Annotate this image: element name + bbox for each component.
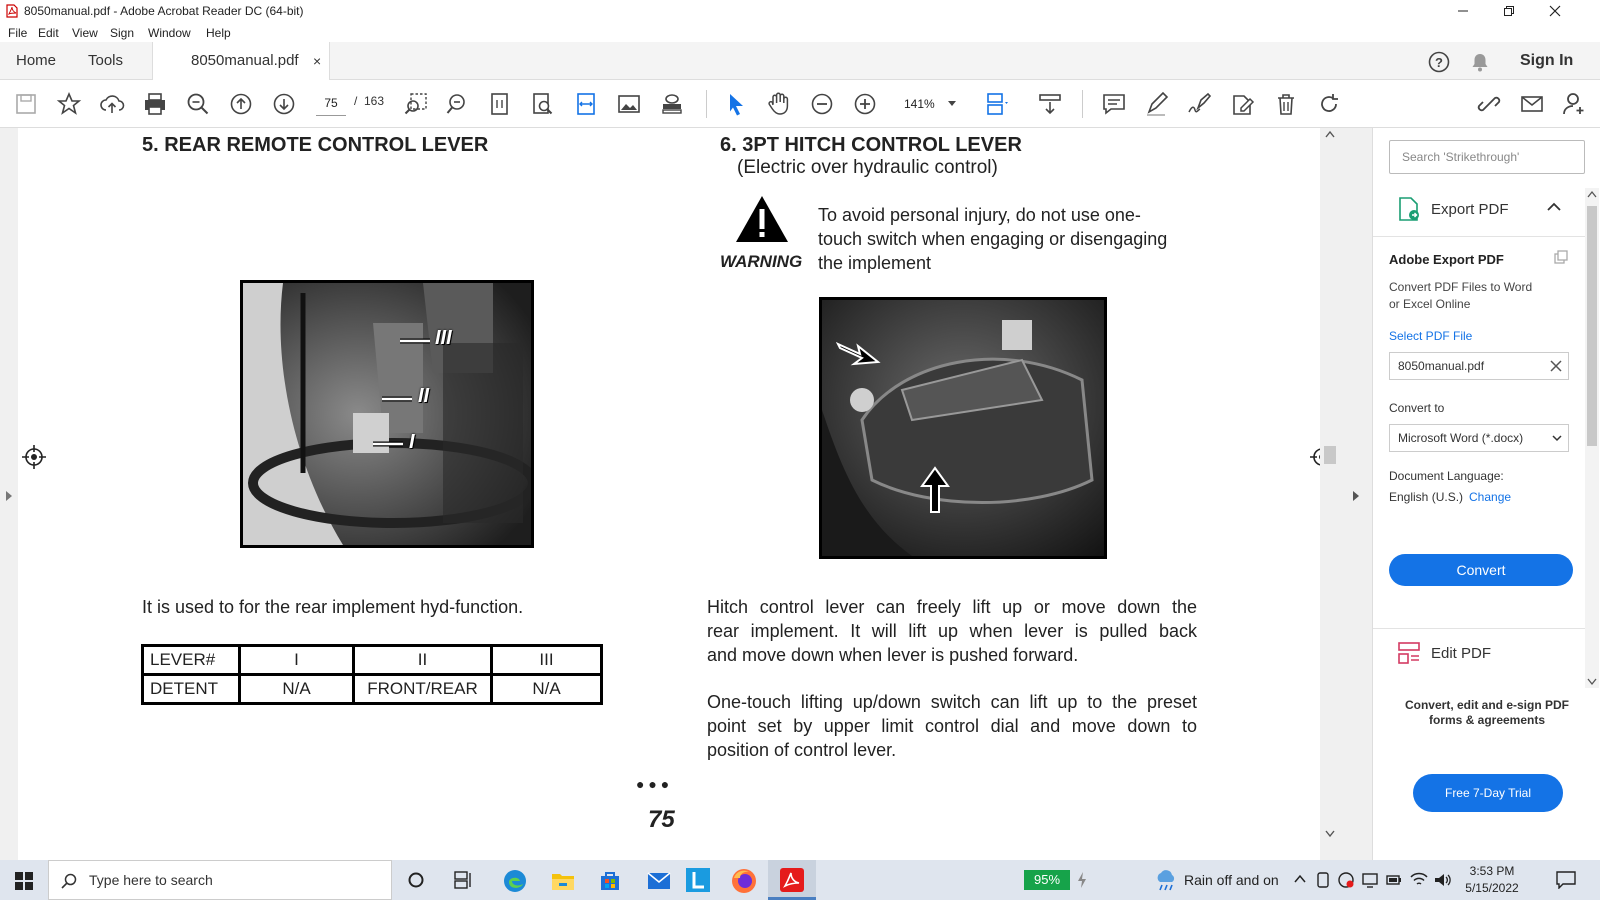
left-heading: 5. REAR REMOTE CONTROL LEVER [142, 134, 489, 156]
right-heading: 6. 3PT HITCH CONTROL LEVER [720, 134, 1022, 156]
zoom-out-search-button[interactable] [443, 90, 471, 118]
table-cell: LEVER# [143, 646, 240, 675]
envelope-icon [1518, 90, 1546, 118]
zoom-out-icon [443, 90, 471, 118]
table-cell: N/A [240, 675, 354, 704]
warning-label: WARNING [720, 252, 803, 271]
page-layout-icon [984, 90, 1012, 118]
convert-button[interactable]: Convert [1389, 554, 1573, 586]
highlight-button[interactable] [1143, 90, 1171, 118]
document-scrollbar[interactable] [1320, 128, 1340, 860]
minus-circle-icon [808, 90, 836, 118]
page-view-button[interactable] [984, 90, 1012, 118]
page-total: 163 [364, 94, 385, 108]
promo-line-2: forms & agreements [1428, 713, 1546, 727]
svg-text:?: ? [1435, 55, 1443, 70]
panel-scrollbar[interactable] [1585, 188, 1599, 688]
zoom-out-button[interactable] [808, 90, 836, 118]
table-row [143, 675, 602, 704]
page-magnifier-icon [529, 90, 557, 118]
battery-indicator[interactable]: 95% [1024, 870, 1070, 890]
adobe-export-title: Adobe Export PDF [1389, 252, 1504, 267]
task-view-icon[interactable] [454, 871, 474, 889]
select-zoom-button[interactable] [402, 90, 430, 118]
firefox-icon[interactable] [731, 868, 757, 894]
tab-tools[interactable]: Tools [88, 52, 124, 69]
windows-start-icon[interactable] [15, 872, 33, 890]
cloud-upload-icon [98, 90, 126, 118]
printer-icon [141, 90, 169, 118]
page-number: 75 [648, 806, 675, 833]
adobe-export-desc-2: or Excel Online [1389, 297, 1471, 311]
change-language-link[interactable]: Change [1469, 490, 1512, 504]
tab-document-label: 8050manual.pdf [191, 52, 299, 69]
zoom-search-button[interactable] [184, 90, 212, 118]
free-trial-button[interactable]: Free 7-Day Trial [1413, 774, 1563, 812]
help-icon[interactable] [1428, 51, 1450, 73]
language-value: English (U.S.) [1389, 490, 1464, 504]
table-cell: FRONT/REAR [354, 675, 492, 704]
notification-icon[interactable] [1556, 871, 1576, 889]
para1-line1: Hitch control lever can freely lift up or move down the [707, 597, 1197, 617]
tab-bar [0, 42, 1600, 80]
menu-sign[interactable]: Sign [110, 26, 135, 40]
save-button[interactable] [12, 90, 40, 118]
warning-line-3: the implement [818, 253, 932, 273]
scroll-up-icon[interactable] [1587, 190, 1597, 198]
table-cell: II [354, 646, 492, 675]
menu-file[interactable]: File [8, 26, 28, 40]
panel-divider [1373, 628, 1585, 629]
fit-width-button[interactable] [572, 90, 600, 118]
charging-icon [1077, 872, 1087, 888]
scroll-mode-icon [1036, 90, 1064, 118]
window-title: 8050manual.pdf - Adobe Acrobat Reader DC (64-bit) [24, 4, 304, 18]
format-value: Microsoft Word (*.docx) [1398, 431, 1524, 445]
cortana-icon[interactable] [408, 872, 424, 888]
cursor-icon [722, 90, 750, 118]
document-language-label: Document Language: [1389, 469, 1504, 483]
fill-sign-button[interactable] [1229, 90, 1257, 118]
left-pane-strip [0, 128, 18, 860]
scroll-up-icon[interactable] [1325, 130, 1335, 138]
para2-line1: One-touch lifting up/down switch can lift up to the preset [707, 692, 1197, 712]
zoom-in-button[interactable] [851, 90, 879, 118]
export-pdf-title[interactable]: Export PDF [1431, 201, 1509, 218]
left-description: It is used to for the rear implement hyd-function. [142, 597, 524, 617]
warning-line-2: touch switch when engaging or disengaging [818, 229, 1168, 249]
panel-scrollbar-thumb[interactable] [1587, 206, 1597, 446]
minimize-button[interactable] [1440, 0, 1486, 22]
hand-icon [765, 90, 793, 118]
share-link-button[interactable] [1475, 90, 1503, 118]
marquee-zoom-icon [402, 90, 430, 118]
sign-button[interactable] [1186, 90, 1214, 118]
link-icon [1475, 90, 1503, 118]
para1-line3: and move down when lever is pushed forward. [707, 645, 1079, 665]
export-pdf-icon [1397, 196, 1421, 222]
scroll-down-icon[interactable] [1587, 678, 1597, 686]
select-pdf-file-label: Select PDF File [1389, 329, 1473, 343]
para1-line2: rear implement. It will lift up when lever is pulled back [707, 621, 1197, 641]
collapse-panel-icon[interactable] [1352, 490, 1360, 502]
image-page-icon [615, 90, 643, 118]
lever-table [141, 644, 603, 705]
store-icon[interactable] [599, 870, 621, 892]
sign-in-button[interactable]: Sign In [1520, 52, 1574, 69]
mail-icon[interactable] [647, 872, 671, 890]
print-button[interactable] [141, 90, 169, 118]
menu-bar [0, 22, 1600, 42]
close-window-button[interactable] [1532, 0, 1578, 22]
para2-line3: position of control lever. [707, 740, 897, 760]
volume-icon[interactable] [1434, 872, 1452, 888]
pen-icon [1143, 90, 1171, 118]
tab-close-icon[interactable]: × [313, 53, 322, 69]
selected-file-field[interactable] [1389, 352, 1569, 380]
weather-rain-icon[interactable] [1154, 869, 1178, 891]
bell-icon[interactable] [1470, 52, 1490, 72]
acrobat-icon [6, 4, 18, 18]
scrollbar-thumb[interactable] [1324, 446, 1336, 464]
lever-position-mark [371, 436, 431, 456]
email-button[interactable] [1518, 90, 1546, 118]
signature-pen-icon [1186, 90, 1214, 118]
tool-search-input[interactable]: Search 'Strikethrough' [1389, 140, 1585, 174]
copy-icon[interactable] [1553, 250, 1569, 266]
file-explorer-icon[interactable] [551, 871, 575, 891]
acrobat-app-icon [780, 868, 804, 892]
toolbar [0, 80, 1600, 128]
search-icon [61, 873, 77, 889]
adobe-export-desc-1: Convert PDF Files to Word [1389, 280, 1533, 294]
comment-button[interactable] [1100, 90, 1128, 118]
table-row [143, 646, 602, 675]
restore-icon [1503, 5, 1515, 17]
weather-text[interactable]: Rain off and on [1184, 872, 1279, 888]
lever-position-mark [380, 391, 440, 411]
acrobat-taskbar-button[interactable] [768, 860, 816, 900]
edit-doc-icon [1229, 90, 1257, 118]
next-page-button[interactable] [270, 90, 298, 118]
selected-file-name: 8050manual.pdf [1398, 359, 1485, 373]
delete-button[interactable] [1272, 90, 1300, 118]
page-search-button[interactable] [529, 90, 557, 118]
right-subheading: (Electric over hydraulic control) [737, 157, 998, 178]
wifi-icon[interactable] [1410, 872, 1428, 888]
panel-divider [1373, 236, 1585, 237]
select-tool-button[interactable] [722, 90, 750, 118]
warning-icon [734, 194, 790, 244]
expand-left-icon[interactable] [5, 490, 13, 502]
edge-browser-icon[interactable] [503, 869, 527, 893]
crosshair-icon [22, 445, 46, 469]
rotate-icon [1315, 90, 1343, 118]
table-cell: N/A [492, 675, 602, 704]
fit-page-button[interactable] [486, 90, 514, 118]
menu-help[interactable]: Help [206, 26, 231, 40]
page-dots: ● ● ● [636, 776, 670, 792]
tools-panel [1372, 128, 1600, 860]
table-cell: I [240, 646, 354, 675]
close-icon [1549, 5, 1561, 17]
prev-page-button[interactable] [227, 90, 255, 118]
arrow-up-icon [920, 466, 950, 514]
convert-to-label: Convert to [1389, 401, 1445, 415]
table-cell: DETENT [143, 675, 240, 704]
user-add-icon [1561, 90, 1589, 118]
document-view [18, 128, 1338, 860]
magnifier-icon [184, 90, 212, 118]
menu-view[interactable]: View [72, 26, 98, 40]
arrow-up-circle-icon [227, 90, 255, 118]
trash-icon [1272, 90, 1300, 118]
tab-document[interactable] [152, 42, 330, 81]
edit-pdf-title[interactable]: Edit PDF [1431, 645, 1492, 662]
read-mode-button[interactable] [1036, 90, 1064, 118]
lever-label-iii: III [435, 327, 452, 349]
menu-edit[interactable]: Edit [38, 26, 59, 40]
edit-pdf-icon [1397, 640, 1421, 666]
tab-home[interactable]: Home [16, 52, 57, 69]
lever-label-i: I [409, 431, 415, 453]
stamp-icon [658, 90, 686, 118]
clock-time[interactable]: 3:53 PM [1469, 864, 1515, 878]
battery-icon[interactable] [1386, 872, 1402, 888]
screen-icon[interactable] [1362, 872, 1378, 888]
menu-window[interactable]: Window [148, 26, 191, 40]
table-cell: III [492, 646, 602, 675]
hand-tool-button[interactable] [765, 90, 793, 118]
taskbar-search-placeholder: Type here to search [89, 872, 213, 888]
plus-circle-icon [851, 90, 879, 118]
security-warning-icon[interactable] [1338, 872, 1354, 888]
title-bar [0, 0, 1600, 22]
warning-line-1: To avoid personal injury, do not use one- [818, 205, 1141, 225]
zoom-value: 141% [904, 97, 935, 111]
page-number-input[interactable]: 75 [316, 90, 346, 116]
lever-label-ii: II [418, 385, 430, 407]
scroll-down-icon[interactable] [1325, 830, 1335, 838]
page-fit-icon [486, 90, 514, 118]
rotate-button[interactable] [1315, 90, 1343, 118]
taskbar-search-box[interactable] [48, 860, 392, 900]
comment-icon [1100, 90, 1128, 118]
toolbar-divider [1082, 90, 1083, 118]
right-pane-toggle-strip [1340, 128, 1372, 860]
account-share-button[interactable] [1561, 90, 1589, 118]
save-icon [12, 90, 40, 118]
hitch-control-lever-photo [819, 297, 1107, 559]
taskbar [0, 860, 1600, 900]
chevron-down-icon [1552, 435, 1562, 442]
arrow-right-down-icon [836, 334, 882, 370]
chevron-up-icon[interactable] [1547, 202, 1561, 212]
para2-line2: point set by upper limit control dial and move down to [707, 716, 1197, 736]
maximize-button[interactable] [1486, 0, 1532, 22]
promo-line-1: Convert, edit and e-sign PDF [1404, 698, 1569, 712]
chevron-up-icon[interactable] [1294, 874, 1306, 884]
toolbar-divider [706, 90, 707, 118]
rear-remote-lever-photo [240, 280, 534, 548]
format-dropdown[interactable] [1389, 424, 1569, 452]
page-separator: / [354, 94, 358, 108]
clock-date[interactable]: 5/15/2022 [1465, 881, 1519, 895]
arrow-down-circle-icon [270, 90, 298, 118]
clear-file-icon[interactable] [1550, 360, 1562, 372]
minimize-icon [1457, 5, 1469, 17]
lexia-app-icon[interactable] [686, 868, 710, 892]
zoom-dropdown[interactable] [896, 90, 964, 118]
chevron-down-icon [948, 101, 956, 107]
bookmark-button[interactable] [55, 90, 83, 118]
stamp-button[interactable] [658, 90, 686, 118]
device-icon[interactable] [1316, 872, 1330, 888]
fit-width-icon [572, 90, 600, 118]
upload-button[interactable] [98, 90, 126, 118]
star-icon [55, 90, 83, 118]
image-button[interactable] [615, 90, 643, 118]
